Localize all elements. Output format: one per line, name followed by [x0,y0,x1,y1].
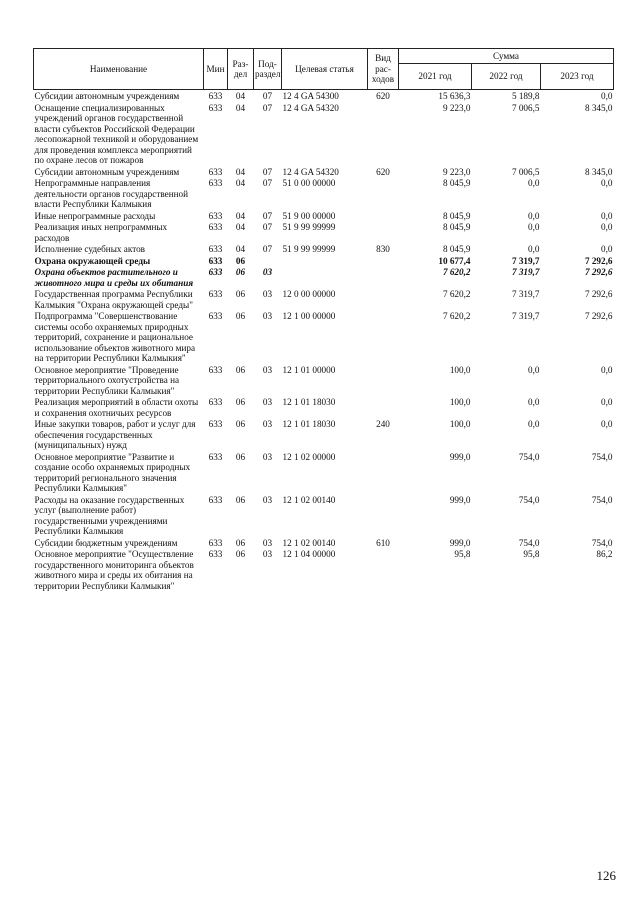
table-body [34,90,614,592]
row-sum-2023: 754,0 [591,451,613,462]
row-sum-2021: 7 620,2 [442,289,471,299]
row-target-article: 51 9 99 99999 [282,244,336,254]
row-razdel: 06 [235,255,246,266]
row-sum-2023: 7 292,6 [584,255,613,266]
row-razdel: 04 [235,222,246,232]
table-row [34,310,614,364]
row-target-article: 12 1 00 00000 [282,311,336,321]
row-vid [368,177,399,210]
row-razdel: 06 [235,397,246,407]
header-target: Целевая статья [282,49,368,90]
table-row [34,266,614,288]
row-sum-2021: 8 045,9 [442,178,471,188]
row-vid [368,310,399,364]
row-target-article: 12 4 GA 54320 [282,102,339,113]
table-row [34,243,614,255]
row-sum-2021: 7 620,2 [442,311,471,321]
row-sum-2021: 10 677,4 [438,255,471,266]
table-row [34,90,614,102]
row-min: 633 [208,267,223,277]
row-min: 633 [208,397,223,407]
row-sum-2022: 0,0 [528,210,540,221]
row-vid [368,548,399,591]
header-vid: Вид рас-ходов [368,49,399,90]
row-name: Иные закупки товаров, работ и услуг для обеспечения государственных (муниципальных) нужд [34,419,196,450]
row-sum-2022: 7 319,7 [511,311,540,321]
row-razdel: 06 [235,537,246,548]
row-name: Непрограммные направления деятельности органов государственной власти Республики Калмыкия [34,178,189,209]
row-vid [368,266,399,288]
row-razdel: 06 [235,311,246,321]
row-sum-2022: 5 189,8 [511,91,540,101]
row-min: 633 [208,289,223,299]
row-podrazdel: 07 [262,166,273,177]
row-name: Основное мероприятие "Осуществление государственного мониторинга объектов животного мира и среды их обитания на территории Республики Калмыкия" [34,549,194,591]
row-name: Основное мероприятие "Развитие и создание особо охраняемых природных территорий регионального значения Республики Калмыкия" [34,451,191,493]
row-podrazdel: 03 [262,451,273,462]
row-name: Государственная программа Республики Калмыкия "Охрана окружающей среды" [34,289,193,310]
row-sum-2023: 0,0 [601,244,613,254]
row-min: 633 [208,537,223,548]
row-sum-2021: 100,0 [449,397,471,407]
table-row [34,221,614,243]
row-razdel: 06 [235,289,246,299]
row-podrazdel: 07 [262,91,273,101]
table-header-row [34,49,614,64]
row-podrazdel: 03 [262,397,273,407]
row-min: 633 [208,102,223,113]
row-vid: 610 [376,537,390,548]
row-target-article: 12 1 02 00140 [282,494,336,505]
row-sum-2023: 86,2 [596,549,613,559]
row-razdel: 04 [235,91,246,101]
row-razdel: 04 [235,210,246,221]
row-min: 633 [208,210,223,221]
table-row [34,494,614,537]
table-row [34,451,614,494]
row-min: 633 [208,166,223,177]
row-name: Реализация иных непрограммных расходов [34,222,168,243]
row-vid [368,494,399,537]
row-min: 633 [208,364,223,375]
row-target-article: 51 0 00 00000 [282,178,336,188]
row-vid [368,210,399,222]
row-vid: 830 [376,244,390,254]
row-sum-2021: 999,0 [449,537,471,548]
row-podrazdel [254,255,282,267]
header-podrazdel: Под-раздел [254,49,282,90]
table-row [34,177,614,210]
row-sum-2022: 7 319,7 [511,255,540,266]
row-razdel: 04 [235,178,246,188]
row-podrazdel: 07 [262,102,273,113]
row-podrazdel: 07 [262,244,273,254]
table-row [34,288,614,310]
row-vid [368,396,399,418]
row-name: Субсидии автономным учреждениям [34,166,180,177]
row-target-article: 51 9 00 00000 [282,210,336,221]
row-sum-2023: 0,0 [601,419,613,429]
row-sum-2021: 9 223,0 [442,102,471,113]
row-sum-2022: 95,8 [523,549,540,559]
row-min: 633 [208,419,223,429]
row-name: Основное мероприятие "Проведение территориального охотустройства на территории Республики Калмыкия" [34,364,180,396]
row-min: 633 [208,178,223,188]
row-podrazdel: 07 [262,210,273,221]
row-min: 633 [208,91,223,101]
row-sum-2021: 999,0 [449,451,471,462]
row-sum-2021: 8 045,9 [442,244,471,254]
row-sum-2023: 0,0 [601,364,613,375]
header-min: Мин [204,49,228,90]
row-sum-2021: 95,8 [454,549,471,559]
row-razdel: 06 [235,549,246,559]
row-min: 633 [208,549,223,559]
row-target-article [282,255,368,267]
row-min: 633 [208,494,223,505]
row-vid: 620 [376,91,390,101]
row-razdel: 06 [235,419,246,429]
row-sum-2023: 754,0 [591,494,613,505]
header-sum: Сумма [399,49,614,64]
row-name: Охрана окружающей среды [34,255,151,266]
row-sum-2022: 754,0 [518,451,540,462]
row-target-article: 12 0 00 00000 [282,289,336,299]
row-razdel: 04 [235,102,246,113]
table-row [34,548,614,591]
row-vid: 240 [376,419,390,429]
row-razdel: 04 [235,244,246,254]
row-name: Иные непрограммные расходы [34,210,156,221]
row-razdel: 06 [235,494,246,505]
row-vid [368,102,399,166]
row-podrazdel: 03 [262,364,273,375]
header-year-2023: 2023 год [541,64,614,90]
row-target-article [282,266,368,288]
row-sum-2021: 15 636,3 [438,91,471,101]
row-podrazdel: 03 [262,549,273,559]
row-min: 633 [208,311,223,321]
row-podrazdel: 03 [262,419,273,429]
row-name: Субсидии автономным учреждениям [34,91,180,101]
row-podrazdel: 03 [262,494,273,505]
table-row [34,418,614,451]
header-razdel: Раз-дел [228,49,254,90]
row-vid [368,221,399,243]
budget-table [33,48,614,591]
row-target-article: 12 1 02 00000 [282,451,336,462]
row-sum-2021: 9 223,0 [442,166,471,177]
row-vid: 620 [376,166,390,177]
table-row [34,210,614,222]
row-sum-2021: 100,0 [449,419,471,429]
row-podrazdel: 07 [262,178,273,188]
table-row [34,166,614,178]
row-sum-2022: 0,0 [528,222,540,232]
row-target-article: 51 9 99 99999 [282,222,336,232]
row-sum-2023: 0,0 [601,210,613,221]
row-sum-2022: 754,0 [518,494,540,505]
row-sum-2023: 0,0 [601,178,613,188]
page-number: 126 [596,868,616,883]
row-sum-2022: 7 319,7 [511,267,540,277]
row-podrazdel: 03 [262,267,273,277]
row-target-article: 12 1 01 00000 [282,364,336,375]
row-sum-2023: 0,0 [601,397,613,407]
row-target-article: 12 1 04 00000 [282,549,336,559]
row-podrazdel: 03 [262,537,273,548]
row-sum-2023: 7 292,6 [584,311,613,321]
row-sum-2022: 7 319,7 [511,289,540,299]
row-podrazdel: 03 [262,311,273,321]
row-sum-2021: 8 045,9 [442,222,471,232]
row-sum-2023: 8 345,0 [584,166,613,177]
row-name: Расходы на оказание государственных услуг (выполнение работ) государственными учреждениями Республики Калмыкия [34,494,185,536]
table-row [34,364,614,397]
row-target-article: 12 1 01 18030 [282,397,336,407]
row-sum-2022: 0,0 [528,244,540,254]
row-sum-2023: 754,0 [591,537,613,548]
row-sum-2022: 0,0 [528,364,540,375]
row-sum-2022: 0,0 [528,178,540,188]
header-year-2021: 2021 год [399,64,472,90]
row-sum-2022: 754,0 [518,537,540,548]
row-vid [368,255,399,267]
row-min: 633 [208,222,223,232]
row-name: Охрана объектов растительного и животного мира и среды их обитания [34,267,194,288]
row-sum-2023: 7 292,6 [584,289,613,299]
table-row [34,396,614,418]
row-sum-2021: 7 620,2 [442,267,471,277]
row-target-article: 12 1 01 18030 [282,419,336,429]
row-name: Субсидии бюджетным учреждениям [34,537,178,548]
header-year-2022: 2022 год [472,64,541,90]
row-razdel: 06 [235,364,246,375]
row-vid [368,364,399,397]
row-name: Оснащение специализированных учреждений органов государственной власти субъектов Российской Федерации лесопожарной техникой и оборудованием для проведения комплекса мероприятий по охране лесов от пожаров [34,102,199,165]
row-min: 633 [208,255,223,266]
row-sum-2022: 7 006,5 [511,166,540,177]
row-target-article: 12 4 GA 54300 [282,91,339,101]
row-sum-2021: 100,0 [449,364,471,375]
row-podrazdel: 07 [262,222,273,232]
table-row [34,255,614,267]
row-sum-2023: 0,0 [601,222,613,232]
row-name: Подпрограмма "Совершенствование системы особо охраняемых природных территорий, сохранение и рациональное использование объектов животного мира на территории Республики Калмыкия" [34,311,196,363]
row-razdel: 06 [235,451,246,462]
row-sum-2021: 8 045,9 [442,210,471,221]
row-sum-2023: 8 345,0 [584,102,613,113]
row-sum-2023: 7 292,6 [584,267,613,277]
row-sum-2022: 0,0 [528,397,540,407]
row-sum-2022: 0,0 [528,419,540,429]
row-min: 633 [208,451,223,462]
row-razdel: 04 [235,166,246,177]
row-name: Исполнение судебных актов [34,244,146,254]
table-row [34,102,614,166]
row-razdel: 06 [235,267,246,277]
row-name: Реализация мероприятий в области охоты и сохранения охотничьих ресурсов [34,397,199,418]
row-sum-2021: 999,0 [449,494,471,505]
row-min: 633 [208,244,223,254]
header-name: Наименование [34,49,204,90]
row-podrazdel: 03 [262,289,273,299]
row-target-article: 12 1 02 00140 [282,537,336,548]
row-sum-2022: 7 006,5 [511,102,540,113]
row-sum-2023: 0,0 [601,91,613,101]
row-vid [368,451,399,494]
table-row [34,537,614,549]
row-vid [368,288,399,310]
row-target-article: 12 4 GA 54320 [282,166,339,177]
